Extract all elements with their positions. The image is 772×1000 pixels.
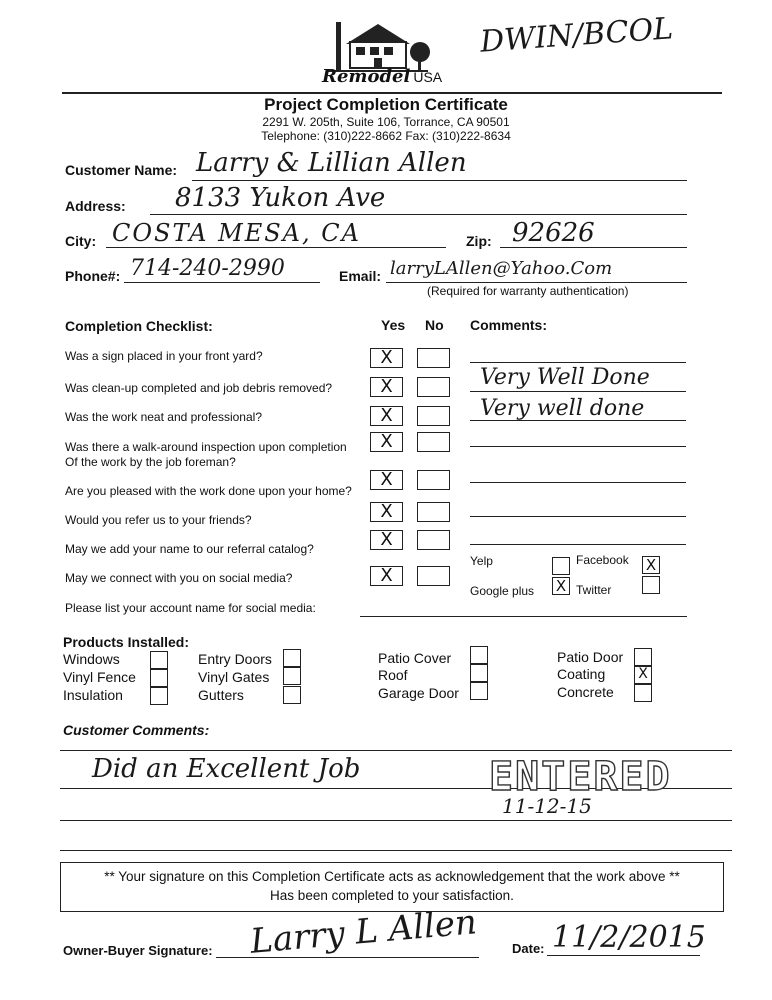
handwritten-code: DWIN/BCOL bbox=[479, 11, 675, 60]
check-mark: X bbox=[380, 501, 393, 522]
check-mark: X bbox=[380, 469, 393, 490]
twitter-label: Twitter bbox=[576, 583, 612, 597]
page-title: Project Completion Certificate bbox=[264, 95, 508, 114]
product-vinyl-gates-label: Vinyl Gates bbox=[198, 669, 270, 685]
comment-rule bbox=[60, 750, 732, 751]
phone-field[interactable]: 714-240-2990 bbox=[130, 256, 285, 281]
products-heading: Products Installed: bbox=[63, 634, 190, 650]
check-mark: X bbox=[380, 347, 393, 368]
no-checkbox[interactable] bbox=[417, 348, 450, 368]
comment-line bbox=[470, 391, 686, 392]
city-field[interactable]: COSTA MESA, CA bbox=[112, 219, 361, 247]
address-line bbox=[150, 214, 687, 215]
product-windows-label: Windows bbox=[63, 651, 120, 667]
question-text: Was clean-up completed and job debris removed? bbox=[65, 381, 333, 395]
acknowledgement-line-2: Has been completed to your satisfaction. bbox=[270, 888, 514, 903]
address-label: Address: bbox=[65, 198, 126, 214]
email-field[interactable]: larryLAllen@Yahoo.Com bbox=[390, 258, 613, 279]
header-rule bbox=[62, 92, 722, 94]
check-mark: X bbox=[380, 565, 393, 586]
product-coating-label: Coating bbox=[557, 666, 606, 682]
product-vinyl-fence-label: Vinyl Fence bbox=[63, 669, 136, 685]
google-plus-label: Google plus bbox=[470, 584, 535, 598]
comment-field[interactable]: Very Well Done bbox=[480, 365, 650, 390]
date-label: Date: bbox=[512, 941, 545, 956]
yes-checkbox[interactable] bbox=[370, 566, 403, 586]
facebook-label: Facebook bbox=[576, 553, 629, 567]
facebook-checkbox[interactable] bbox=[642, 556, 660, 574]
product-gutters-label: Gutters bbox=[198, 687, 244, 703]
comment-line bbox=[470, 516, 686, 517]
check-mark: X bbox=[380, 405, 393, 426]
check-mark: X bbox=[380, 431, 393, 452]
phone-line bbox=[124, 282, 320, 283]
question-text: Was there a walk-around inspection upon completion bbox=[65, 440, 347, 454]
no-checkbox[interactable] bbox=[417, 470, 450, 490]
question-text: May we add your name to our referral catalog? bbox=[65, 542, 314, 556]
product-patio-cover-label: Patio Cover bbox=[378, 650, 452, 666]
zip-label: Zip: bbox=[466, 233, 492, 249]
date-field[interactable]: 11/2/2015 bbox=[552, 920, 706, 955]
question-text: Are you pleased with the work done upon your home? bbox=[65, 484, 352, 498]
social-account-line bbox=[360, 616, 687, 617]
product-insulation-checkbox[interactable] bbox=[150, 687, 168, 705]
comment-line bbox=[470, 482, 686, 483]
customer-comments-heading: Customer Comments: bbox=[63, 722, 210, 738]
company-logo bbox=[318, 14, 442, 90]
product-vinyl-gates-checkbox[interactable] bbox=[283, 667, 301, 685]
yes-checkbox[interactable] bbox=[370, 377, 403, 397]
yes-checkbox[interactable] bbox=[370, 432, 403, 452]
twitter-checkbox[interactable] bbox=[642, 576, 660, 594]
product-roof-label: Roof bbox=[378, 667, 408, 683]
phone-label: Phone#: bbox=[65, 268, 121, 284]
customer-comments-field[interactable]: Did an Excellent Job bbox=[92, 754, 361, 784]
check-mark: X bbox=[638, 666, 648, 682]
customer-name-field[interactable]: Larry & Lillian Allen bbox=[196, 148, 467, 178]
check-mark: X bbox=[380, 529, 393, 550]
product-garage-door-checkbox[interactable] bbox=[470, 682, 488, 700]
product-gutters-checkbox[interactable] bbox=[283, 686, 301, 704]
check-mark: X bbox=[555, 577, 567, 595]
comment-field[interactable]: Very well done bbox=[480, 396, 645, 421]
city-line bbox=[106, 247, 446, 248]
check-mark: X bbox=[645, 556, 657, 574]
company-address: 2291 W. 205th, Suite 106, Torrance, CA 90501 bbox=[262, 115, 510, 129]
product-entry-doors-label: Entry Doors bbox=[198, 651, 272, 667]
acknowledgement-line-1: ** Your signature on this Completion Certificate acts as acknowledgement that the work above ** bbox=[104, 869, 680, 884]
product-insulation-label: Insulation bbox=[63, 687, 123, 703]
question-text-continued: Of the work by the job foreman? bbox=[65, 455, 236, 469]
product-garage-door-label: Garage Door bbox=[378, 685, 459, 701]
yelp-label: Yelp bbox=[470, 554, 493, 568]
comment-line bbox=[470, 544, 686, 545]
checklist-heading: Completion Checklist: bbox=[65, 318, 213, 334]
city-label: City: bbox=[65, 233, 97, 249]
email-label: Email: bbox=[339, 268, 382, 284]
email-line bbox=[386, 282, 687, 283]
product-concrete-label: Concrete bbox=[557, 684, 614, 700]
no-checkbox[interactable] bbox=[417, 432, 450, 452]
logo-suffix: USA bbox=[413, 69, 443, 85]
product-patio-cover-checkbox[interactable] bbox=[470, 646, 488, 664]
social-account-label: Please list your account name for social media: bbox=[65, 601, 316, 615]
yes-column-header: Yes bbox=[381, 317, 406, 333]
product-vinyl-fence-checkbox[interactable] bbox=[150, 669, 168, 687]
yes-checkbox[interactable] bbox=[370, 502, 403, 522]
no-checkbox[interactable] bbox=[417, 566, 450, 586]
product-entry-doors-checkbox[interactable] bbox=[283, 649, 301, 667]
no-column-header: No bbox=[425, 317, 444, 333]
yes-checkbox[interactable] bbox=[370, 406, 403, 426]
acknowledgement-box bbox=[60, 862, 724, 912]
customer-name-label: Customer Name: bbox=[65, 162, 178, 178]
comment-rule bbox=[60, 850, 732, 851]
yelp-checkbox[interactable] bbox=[552, 557, 570, 575]
yes-checkbox[interactable] bbox=[370, 530, 403, 550]
no-checkbox[interactable] bbox=[417, 502, 450, 522]
product-coating-checkbox[interactable] bbox=[634, 666, 652, 684]
date-line bbox=[547, 955, 700, 956]
product-patio-door-checkbox[interactable] bbox=[634, 648, 652, 666]
address-field[interactable]: 8133 Yukon Ave bbox=[175, 183, 386, 213]
no-checkbox[interactable] bbox=[417, 377, 450, 397]
entered-stamp-date: 11-12-15 bbox=[502, 794, 592, 818]
signature-field[interactable]: Larry L Allen bbox=[248, 902, 479, 962]
email-note: (Required for warranty authentication) bbox=[427, 284, 629, 298]
entered-stamp: ENTERED bbox=[489, 754, 672, 800]
no-checkbox[interactable] bbox=[417, 406, 450, 426]
comment-line bbox=[470, 362, 686, 363]
google-plus-checkbox[interactable] bbox=[552, 577, 570, 595]
no-checkbox[interactable] bbox=[417, 530, 450, 550]
question-text: May we connect with you on social media? bbox=[65, 571, 293, 585]
product-patio-door-label: Patio Door bbox=[557, 649, 624, 665]
product-roof-checkbox[interactable] bbox=[470, 664, 488, 682]
question-text: Was the work neat and professional? bbox=[65, 410, 262, 424]
yes-checkbox[interactable] bbox=[370, 348, 403, 368]
question-text: Would you refer us to your friends? bbox=[65, 513, 252, 527]
signature-label: Owner-Buyer Signature: bbox=[63, 943, 213, 958]
company-phone: Telephone: (310)222-8662 Fax: (310)222-8634 bbox=[261, 129, 511, 143]
check-mark: X bbox=[380, 376, 393, 397]
logo-text: Remodel bbox=[322, 66, 411, 87]
product-windows-checkbox[interactable] bbox=[150, 651, 168, 669]
yes-checkbox[interactable] bbox=[370, 470, 403, 490]
comment-rule bbox=[60, 820, 732, 821]
zip-field[interactable]: 92626 bbox=[512, 218, 595, 248]
comments-column-header: Comments: bbox=[470, 317, 548, 333]
product-concrete-checkbox[interactable] bbox=[634, 684, 652, 702]
comment-line bbox=[470, 446, 686, 447]
question-text: Was a sign placed in your front yard? bbox=[65, 349, 263, 363]
customer-name-line bbox=[192, 180, 687, 181]
